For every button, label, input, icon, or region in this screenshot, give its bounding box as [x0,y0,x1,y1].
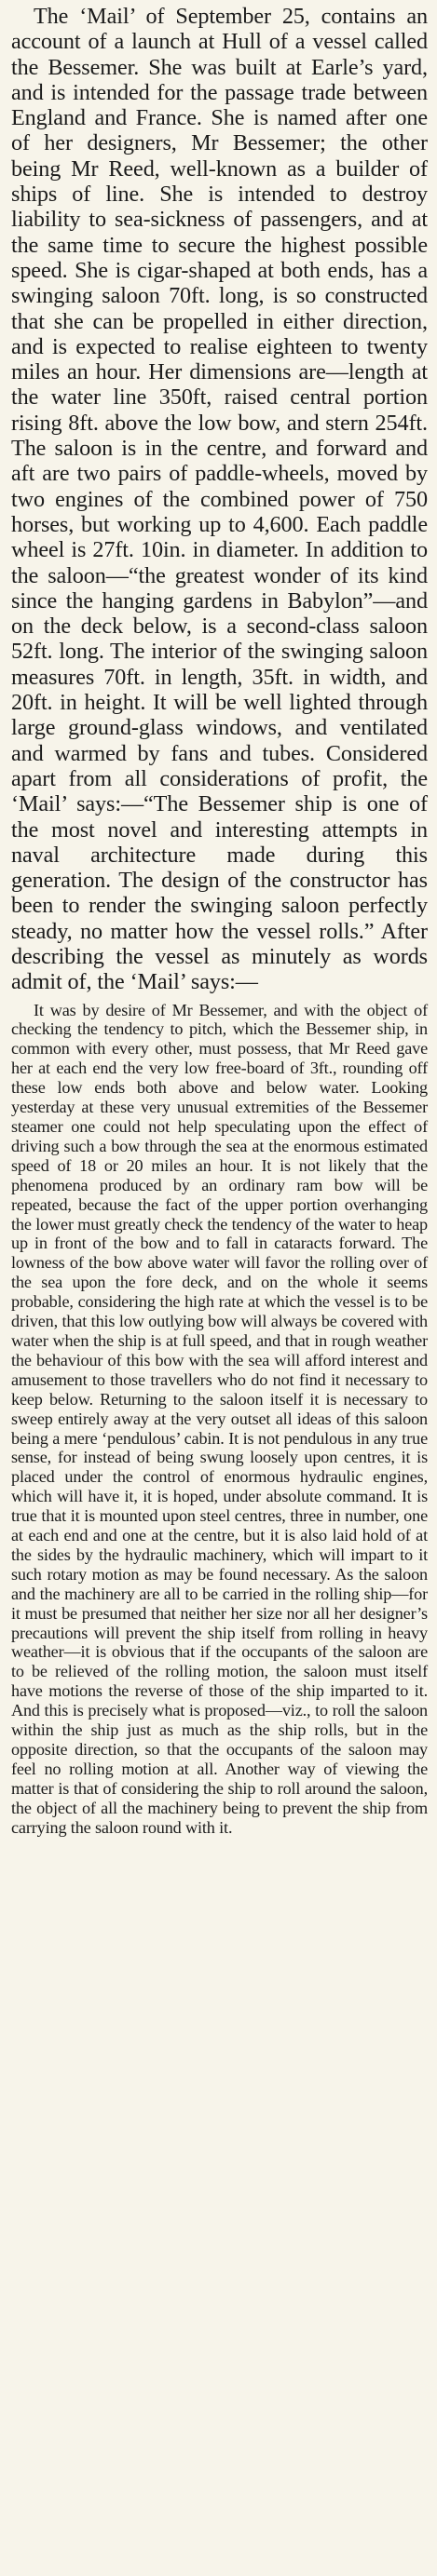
article-lead-paragraph: The ‘Mail’ of September 25, contains an account of a launch at Hull of a vessel called the Bessemer. She was built at Earle’s yard, and is intended for the passage trade between England and France. She is named after one of her designers, Mr Bessemer; the other being Mr Reed, well-known as a builder of ships of line. She is intended to destroy liability to sea-sickness of passengers, and at the same time to secure the highest possible speed. She is cigar-shaped at both ends, has a swinging saloon 70ft. long, is so constructed that she can be propelled in either direction, and is expected to realise eighteen to twenty miles an hour. Her dimensions are—length at the water line 350ft, raised central portion rising 8ft. above the low bow, and stern 254ft. The saloon is in the centre, and forward and aft are two pairs of paddle-wheels, moved by two engines of the combined power of 750 horses, but working up to 4,600. Each paddle wheel is 27ft. 10in. in diameter. In addition to the saloon—“the greatest wonder of its kind since the hanging gardens in Babylon”—and on the deck below, is a second-class saloon 52ft. long. The interior of the swinging saloon measures 70ft. in length, 35ft. in width, and 20ft. in height. It will be well lighted through large ground-glass windows, and ventilated and warmed by fans and tubes. Considered apart from all considerations of profit, the ‘Mail’ says:—“The Bessemer ship is one of the most novel and interesting attempts in naval architecture made during this generation. The design of the constructor has been to render the swinging saloon perfectly steady, no matter how the vessel rolls.” After describing the vessel as minutely as words admit of, the ‘Mail’ says:— [11,4,428,995]
article-quoted-paragraph: It was by desire of Mr Bessemer, and with the object of checking the tendency to pitch, which the Bessemer ship, in common with every other, must possess, that Mr Reed gave her at each end the very low free-board of 3ft., rounding off these low ends both above and below water. Looking yesterday at these very unusual extremities of the Bessemer steamer one could not help speculating upon the effect of driving such a bow through the sea at the enormous estimated speed of 18 or 20 miles an hour. It is not likely that the phenomena produced by an ordinary ram bow will be repeated, because the fact of the upper portion overhanging the lower must greatly check the tendency of the water to heap up in front of the bow and to fall in cataracts forward. The lowness of the bow above water will favor the rolling over of the sea upon the fore deck, and on the whole it seems probable, considering the high rate at which the vessel is to be driven, that this low outlying bow will always be covered with water when the ship is at full speed, and that in rough weather the behaviour of this bow with the sea will afford interest and amusement to those travellers who do not find it necessary to keep below. Returning to the saloon itself it is necessary to sweep entirely away at the very outset all ideas of this saloon being a mere ‘pendulous’ cabin. It is not pendulous in any true sense, for instead of being swung loosely upon centres, it is placed under the control of enormous hydraulic engines, which will have it, it is hoped, under absolute command. It is true that it is mounted upon steel centres, three in number, one at each end and one at the centre, but it is also laid hold of at the sides by the hydraulic machinery, which will impart to it such rotary motion as may be found necessary. As the saloon and the machinery are all to be carried in the rolling ship—for it must be presumed that neither her size nor all her designer’s precautions will prevent the ship itself from rolling in heavy weather—it is obvious that if the occupants of the saloon are to be relieved of the rolling motion, the saloon must itself have motions the reverse of those of the ship imparted to it. And this is precisely what is proposed—viz., to roll the saloon within the ship just as much as the ship rolls, but in the opposite direction, so that the occupants of the saloon may feel no rolling motion at all. Another way of viewing the matter is that of considering the ship to roll around the saloon, the object of all the machinery being to prevent the ship from carrying the saloon round with it. [11,1000,428,1837]
